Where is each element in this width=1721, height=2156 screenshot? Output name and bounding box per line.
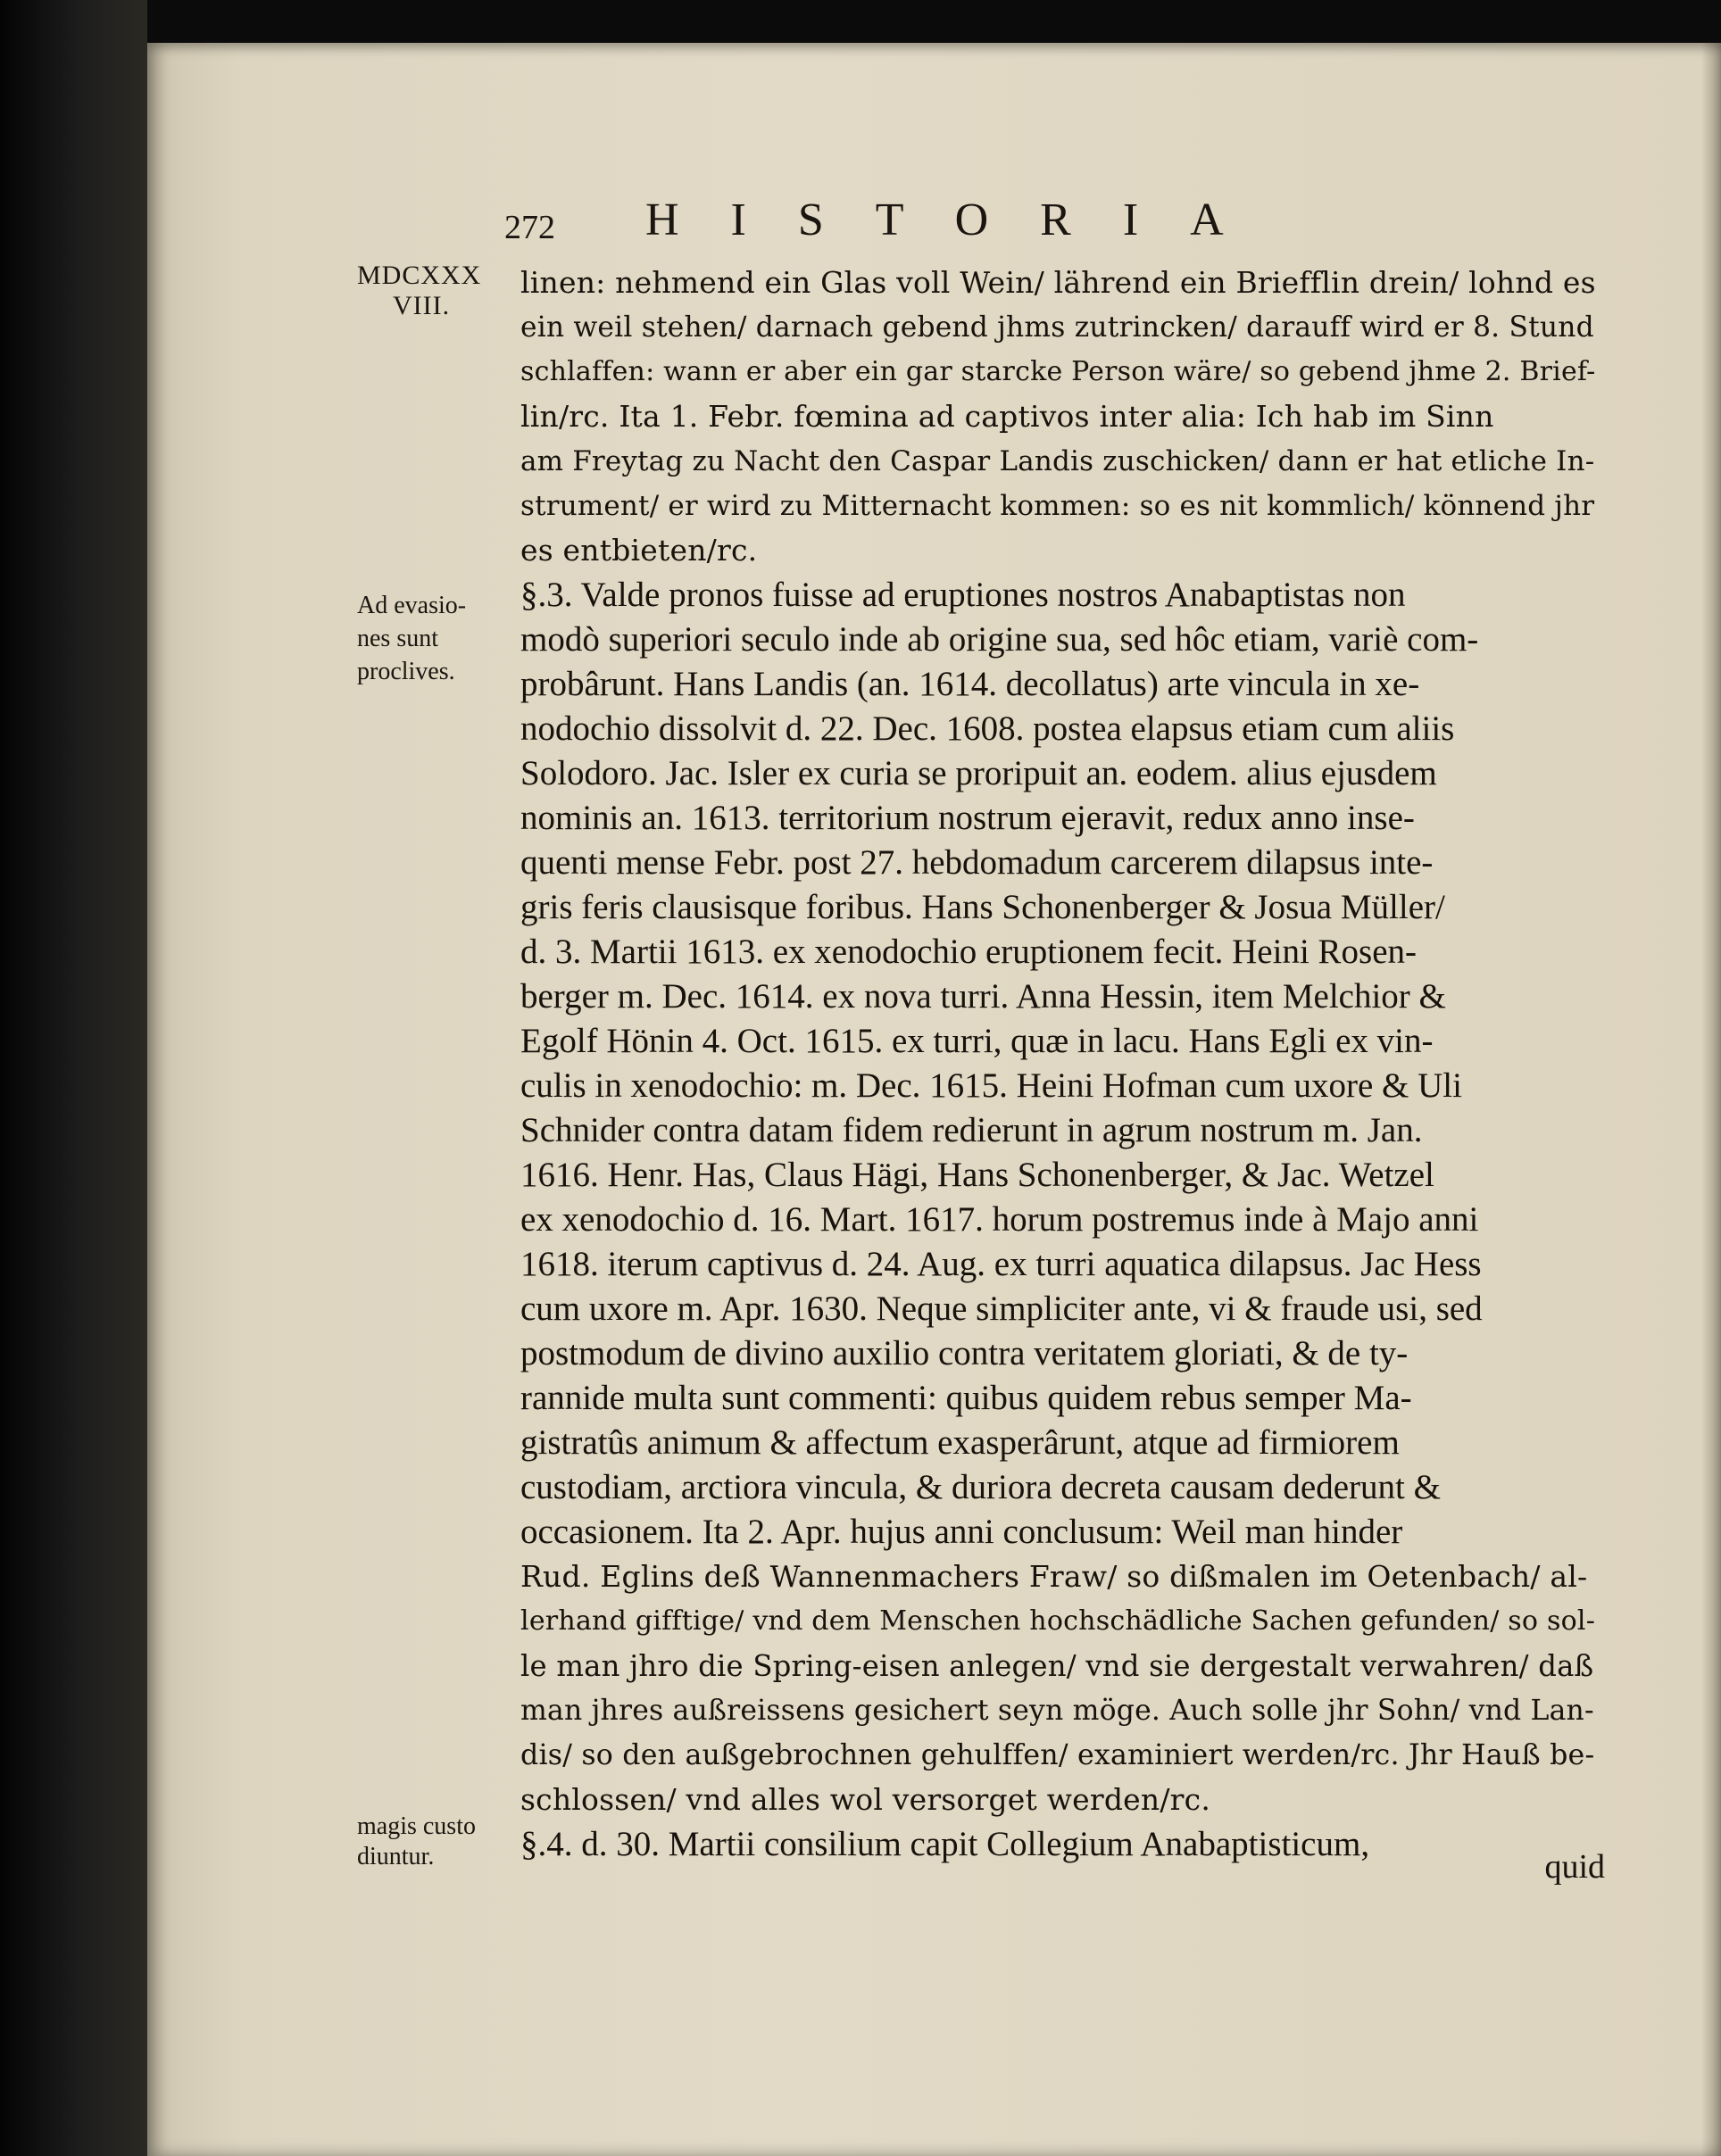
text-line: ex xenodochio d. 16. Mart. 1617. horum postremus inde à Majo anni	[520, 1200, 1479, 1239]
page-edge-shadow	[1701, 43, 1721, 2156]
text-line: man jhres außreissens gesichert seyn möge. Auch solle jhr Sohn/ vnd Lan-	[520, 1695, 1594, 1727]
text-line: Solodoro. Jac. Isler ex curia se proripuit an. eodem. alius ejusdem	[520, 754, 1437, 792]
text-line: am Freytag zu Nacht den Caspar Landis zuschicken/ dann er hat etliche In-	[520, 445, 1595, 477]
text-line: nominis an. 1613. territorium nostrum ejeravit, redux anno inse-	[520, 799, 1415, 837]
text-line: 1616. Henr. Has, Claus Hägi, Hans Schonenberger, & Jac. Wetzel	[520, 1156, 1434, 1194]
text-line: culis in xenodochio: m. Dec. 1615. Heini Hofman cum uxore & Uli	[520, 1066, 1462, 1105]
body-text	[520, 261, 1605, 1867]
margin-note-evasion	[357, 589, 527, 688]
text-line: ein weil stehen/ darnach gebend jhms zutrincken/ darauff wird er 8. Stund	[520, 311, 1594, 344]
text-line: lerhand gifftige/ vnd dem Menschen hochschädliche Sachen gefunden/ so sol-	[520, 1605, 1596, 1637]
text-line: nodochio dissolvit d. 22. Dec. 1608. postea elapsus etiam cum aliis	[520, 709, 1455, 748]
margin-year	[357, 261, 527, 321]
text-line: §.4. d. 30. Martii consilium capit Collegium Anabaptisticum,	[520, 1825, 1370, 1863]
text-line: §.3. Valde pronos fuisse ad eruptiones nostros Anabaptistas non	[520, 576, 1406, 614]
text-line: berger m. Dec. 1614. ex nova turri. Anna Hessin, item Melchior &	[520, 977, 1446, 1016]
text-line: gistratûs animum & affectum exasperârunt, atque ad firmiorem	[520, 1423, 1400, 1462]
text-line: lin/rc. Ita 1. Febr. fœmina ad captivos inter alia: Ich hab im Sinn	[520, 399, 1494, 434]
text-line: Rud. Eglins deß Wannenmachers Fraw/ so dißmalen im Oetenbach/ al-	[520, 1559, 1588, 1594]
book-gutter-shadow	[0, 0, 147, 2156]
catchword: quid	[1544, 1848, 1605, 1886]
text-line: schlaffen: wann er aber ein gar starcke Person wäre/ so gebend jhme 2. Brief-	[520, 356, 1596, 387]
text-line: gris feris clausisque foribus. Hans Schonenberger & Josua Müller/	[520, 888, 1445, 926]
margin-note-custody	[357, 1812, 527, 1872]
margin-note-line: magis custo	[357, 1812, 476, 1840]
text-line: rannide multa sunt commenti: quibus quidem rebus semper Ma-	[520, 1379, 1412, 1417]
text-line: schlossen/ vnd alles wol versorget werden/rc.	[520, 1782, 1211, 1817]
margin-note-line: proclives.	[357, 658, 455, 685]
text-line: postmodum de divino auxilio contra veritatem gloriati, & de ty-	[520, 1334, 1409, 1372]
margin-year-line: VIII.	[393, 291, 451, 320]
text-line: dis/ so den außgebrochnen gehulffen/ examiniert werden/rc. Jhr Hauß be-	[520, 1739, 1595, 1771]
text-line: linen: nehmend ein Glas voll Wein/ lährend ein Briefflin drein/ lohnd es	[520, 265, 1596, 300]
margin-note-line: diuntur.	[357, 1843, 435, 1870]
text-line: d. 3. Martii 1613. ex xenodochio eruptionem fecit. Heini Rosen-	[520, 933, 1418, 971]
margin-note-line: nes sunt	[357, 625, 438, 652]
text-line: custodiam, arctiora vincula, & duriora decreta causam dederunt &	[520, 1468, 1441, 1506]
page-number: 272	[504, 209, 555, 246]
page-header	[362, 156, 1611, 245]
text-line: Schnider contra datam fidem redierunt in agrum nostrum m. Jan.	[520, 1111, 1423, 1149]
text-line: strument/ er wird zu Mitternacht kommen: so es nit kommlich/ könnend jhr	[520, 490, 1595, 522]
text-line: 1618. iterum captivus d. 24. Aug. ex turri aquatica dilapsus. Jac Hess	[520, 1245, 1482, 1283]
text-line: quenti mense Febr. post 27. hebdomadum carcerem dilapsus inte-	[520, 843, 1434, 882]
text-line: occasionem. Ita 2. Apr. hujus anni conclusum: Weil man hinder	[520, 1513, 1403, 1551]
text-line: modò superiori seculo inde ab origine sua, sed hôc etiam, variè com-	[520, 620, 1479, 659]
text-line: probârunt. Hans Landis (an. 1614. decollatus) arte vincula in xe-	[520, 665, 1420, 703]
text-line: cum uxore m. Apr. 1630. Neque simpliciter ante, vi & fraude usi, sed	[520, 1289, 1483, 1328]
margin-note-line: Ad evasio-	[357, 592, 467, 619]
margin-year-line: MDCXXX	[357, 261, 482, 290]
text-line: es entbieten/rc.	[520, 533, 758, 568]
text-line: Egolf Hönin 4. Oct. 1615. ex turri, quæ in lacu. Hans Egli ex vin-	[520, 1022, 1434, 1060]
running-title: HISTORIA	[645, 195, 1276, 245]
text-line: le man jhro die Spring-eisen anlegen/ vnd sie dergestalt verwahren/ daß	[520, 1649, 1594, 1683]
